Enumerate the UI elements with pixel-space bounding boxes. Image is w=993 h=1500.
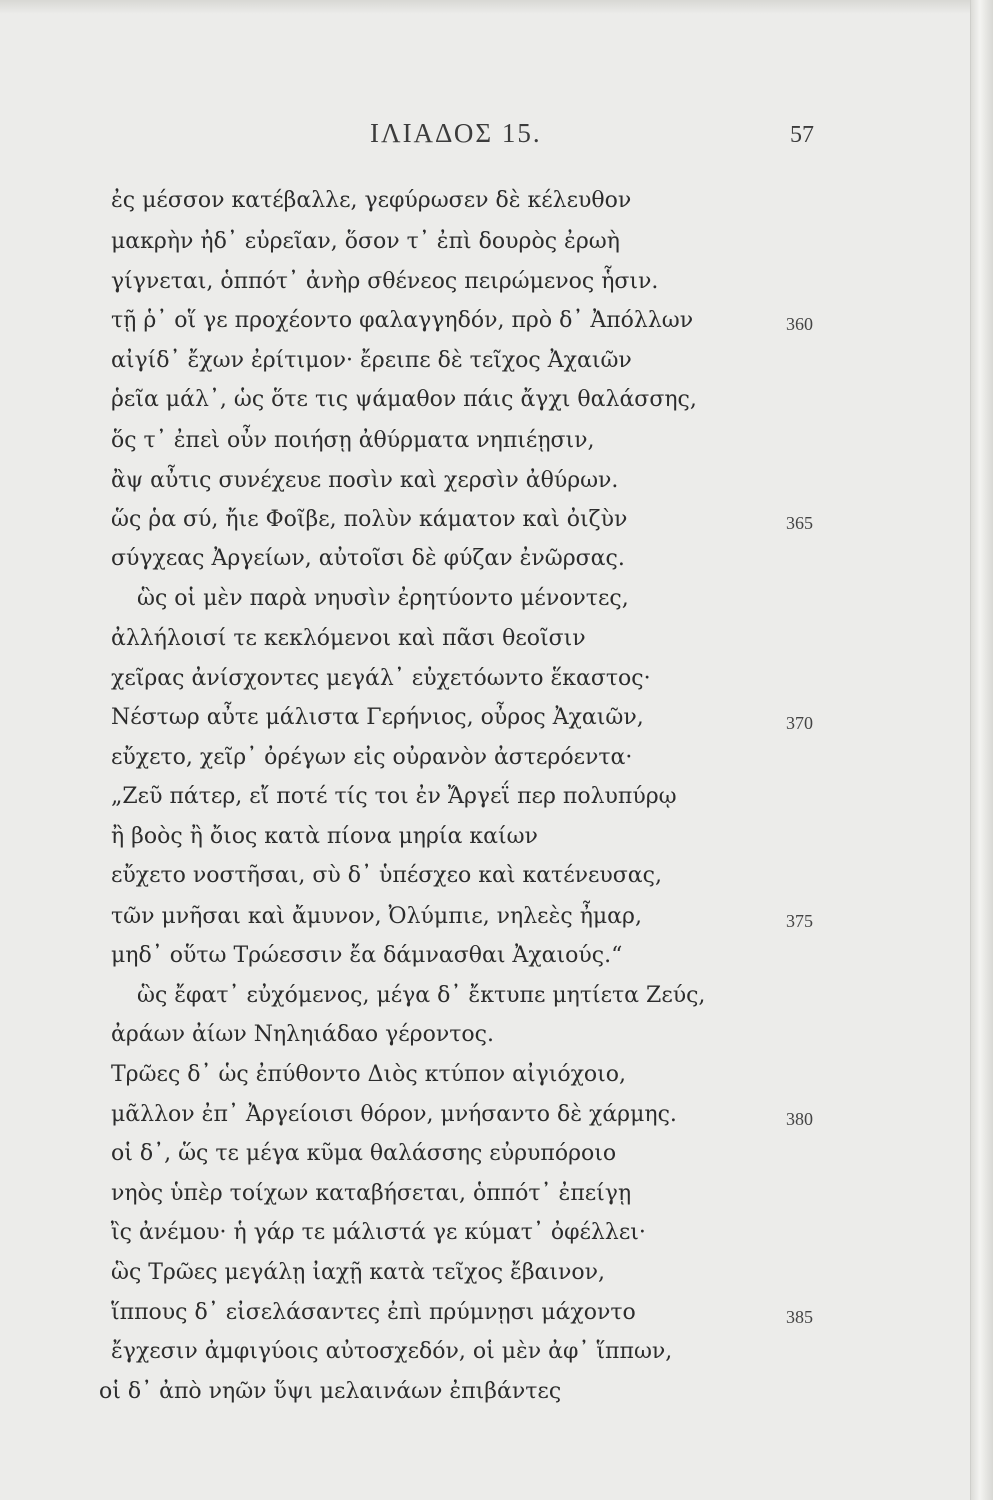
line-number: 370 <box>786 713 813 733</box>
page-number: 57 <box>790 122 814 148</box>
verse-line: οἱ δ᾽, ὥς τε μέγα κῦμα θαλάσσης εὐρυπόροιο <box>111 1141 617 1166</box>
verse-line: ὅς τ᾽ ἐπεὶ οὖν ποιήσῃ ἀθύρματα νηπιέῃσιν, <box>111 428 595 453</box>
running-header-title: ΙΛΙΑΔΟΣ 15. <box>370 118 542 148</box>
line-number: 360 <box>786 314 813 334</box>
verse-line: σύγχεας Ἀργείων, αὐτοῖσι δὲ φύζαν ἐνῶρσας. <box>111 546 625 571</box>
verse-line: νηὸς ὑπὲρ τοίχων καταβήσεται, ὁππότ᾽ ἐπείγῃ <box>111 1181 632 1206</box>
line-number: 365 <box>786 513 813 533</box>
line-number: 375 <box>786 911 813 931</box>
verse-line: ἵππους δ᾽ εἰσελάσαντες ἐπὶ πρύμνῃσι μάχοντο <box>111 1300 636 1325</box>
verse-line: ἲς ἀνέμου· ἡ γάρ τε μάλιστά γε κύματ᾽ ὀφέλλει· <box>111 1220 646 1245</box>
verse-line: αἰγίδ᾽ ἔχων ἐρίτιμον· ἔρειπε δὲ τεῖχος Ἀχαιῶν <box>111 348 632 373</box>
verse-line: μακρὴν ἠδ᾽ εὐρεῖαν, ὅσον τ᾽ ἐπὶ δουρὸς ἐρωὴ <box>111 229 620 254</box>
verse-line: ὥς ῥα σύ, ἤιε Φοῖβε, πολὺν κάματον καὶ ὀιζὺν <box>111 507 628 532</box>
verse-line: ἐς μέσσον κατέβαλλε, γεφύρωσεν δὲ κέλευθον <box>111 188 632 213</box>
verse-line: Νέστωρ αὖτε μάλιστα Γερήνιος, οὖρος Ἀχαιῶν, <box>111 705 644 730</box>
verse-line: εὔχετο, χεῖρ᾽ ὀρέγων εἰς οὐρανὸν ἀστερόεντα· <box>111 745 633 770</box>
verse-line: μηδ᾽ οὕτω Τρώεσσιν ἔα δάμνασθαι Ἀχαιούς.“ <box>111 943 623 968</box>
verse-line: Τρῶες δ᾽ ὡς ἐπύθοντο Διὸς κτύπον αἰγιόχοιο, <box>111 1062 627 1087</box>
verse-line: τῶν μνῆσαι καὶ ἄμυνον, Ὀλύμπιε, νηλεὲς ἦμαρ, <box>111 904 642 929</box>
verse-line: ὣς Τρῶες μεγάλῃ ἰαχῇ κατὰ τεῖχος ἔβαινον, <box>111 1260 606 1285</box>
verse-line: ἀράων ἀίων Νηληιάδαο γέροντος. <box>111 1022 494 1047</box>
verse-line: μᾶλλον ἐπ᾽ Ἀργείοισι θόρον, μνήσαντο δὲ χάρμης. <box>111 1102 677 1127</box>
verse-line: ὣς ἔφατ᾽ εὐχόμενος, μέγα δ᾽ ἔκτυπε μητίετα Ζεύς, <box>137 983 706 1008</box>
verse-line: ἢ βοὸς ἢ ὄιος κατὰ πίονα μηρία καίων <box>111 824 538 849</box>
page-top-edge <box>0 0 993 14</box>
verse-line: „Ζεῦ πάτερ, εἴ ποτέ τίς τοι ἐν Ἄργεΐ περ πολυπύρῳ <box>111 784 677 809</box>
page-right-edge <box>970 0 993 1500</box>
verse-line: χεῖρας ἀνίσχοντες μεγάλ᾽ εὐχετόωντο ἕκαστος· <box>111 666 651 691</box>
verse-line: ἂψ αὖτις συνέχευε ποσὶν καὶ χερσὶν ἀθύρων. <box>111 468 619 493</box>
verse-line: ἔγχεσιν ἀμφιγύοις αὐτοσχεδόν, οἱ μὲν ἀφ᾽ ἵππων, <box>111 1339 673 1364</box>
verse-line: τῇ ῥ᾽ οἵ γε προχέοντο φαλαγγηδόν, πρὸ δ᾽ Ἀπόλλων <box>111 308 694 333</box>
line-number: 385 <box>786 1307 813 1327</box>
verse-line: ῥεῖα μάλ᾽, ὡς ὅτε τις ψάμαθον πάις ἄγχι θαλάσσης, <box>111 387 697 412</box>
verse-line: γίγνεται, ὁππότ᾽ ἀνὴρ σθένεος πειρώμενος ἧσιν. <box>111 269 659 294</box>
verse-line: ἀλλήλοισί τε κεκλόμενοι καὶ πᾶσι θεοῖσιν <box>111 626 586 651</box>
verse-line: ὣς οἱ μὲν παρὰ νηυσὶν ἐρητύοντο μένοντες, <box>137 586 629 611</box>
line-number: 380 <box>786 1109 813 1129</box>
verse-line: εὔχετο νοστῆσαι, σὺ δ᾽ ὑπέσχεο καὶ κατένευσας, <box>111 863 662 888</box>
verse-line: οἱ δ᾽ ἀπὸ νηῶν ὕψι μελαινάων ἐπιβάντες <box>99 1379 562 1404</box>
